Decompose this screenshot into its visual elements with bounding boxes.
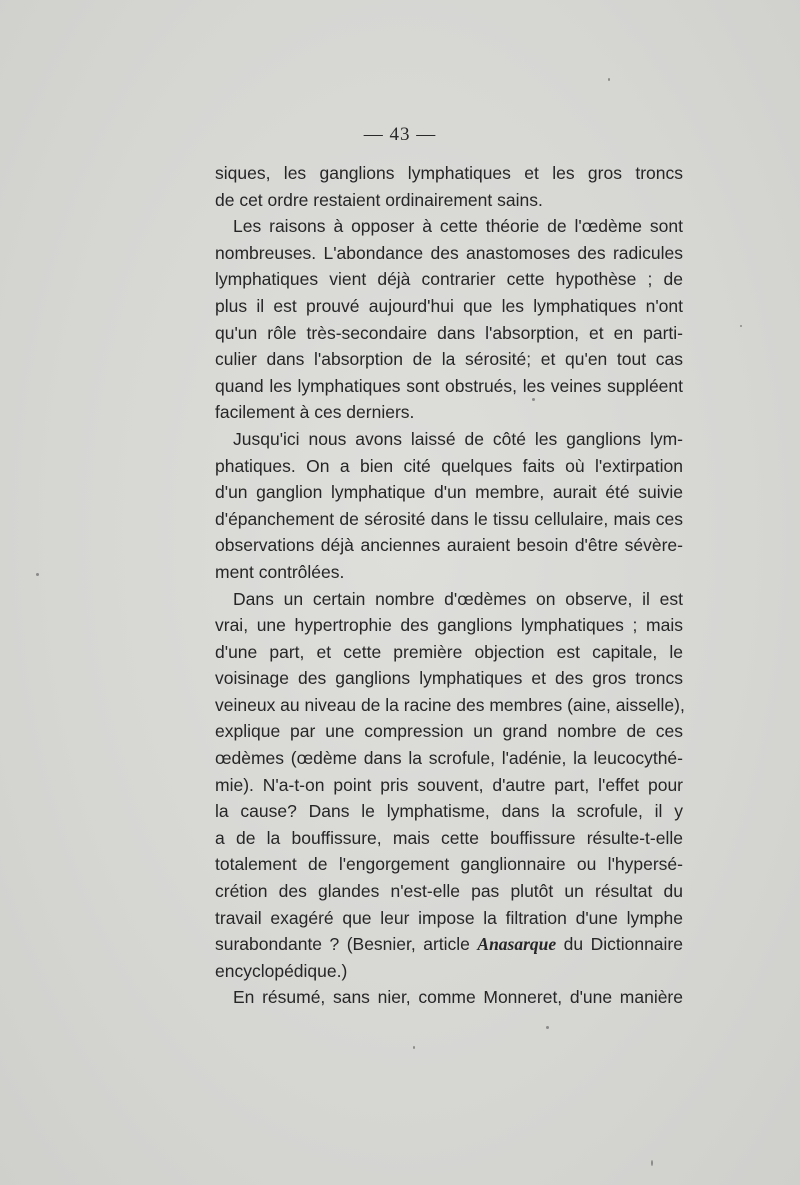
text-line: vrai, une hypertrophie des ganglions lymphatiques ; mais bbox=[215, 615, 683, 636]
text-line: mie). N'a-t-on point pris souvent, d'autre part, l'effet pour bbox=[215, 774, 683, 795]
text-line: Jusqu'ici nous avons laissé de côté les ganglions lym- bbox=[233, 428, 683, 449]
body-text bbox=[215, 160, 683, 1011]
text-line: phatiques. On a bien cité quelques faits où l'extirpation bbox=[215, 455, 683, 476]
text-line: siques, les ganglions lymphatiques et les gros troncs bbox=[215, 163, 683, 183]
text-line: totalement de l'engorgement ganglionnaire ou l'hypersé- bbox=[215, 854, 683, 875]
text-line: d'une part, et cette première objection est capitale, le bbox=[215, 641, 683, 662]
text-line: la cause? Dans le lymphatisme, dans la scrofule, il y bbox=[215, 801, 683, 822]
text-line: veineux au niveau de la racine des membres (aine, aisselle), bbox=[215, 694, 685, 715]
text-line: travail exagéré que leur impose la filtration d'une lymphe bbox=[215, 907, 683, 928]
text-line: observations déjà anciennes auraient besoin d'être sévère- bbox=[215, 535, 683, 556]
paper-speck bbox=[546, 1026, 549, 1029]
text-line: d'épanchement de sérosité dans le tissu cellulaire, mais ces bbox=[215, 508, 683, 529]
paper-speck bbox=[740, 325, 742, 327]
text-line: En résumé, sans nier, comme Monneret, d'une manière bbox=[233, 987, 683, 1008]
text-line: œdèmes (œdème dans la scrofule, l'adénie, la leucocythé- bbox=[215, 748, 683, 769]
paper-speck bbox=[532, 398, 535, 401]
paper-speck bbox=[651, 1160, 653, 1166]
italic-title: Anasarque bbox=[477, 934, 557, 955]
text-line bbox=[215, 931, 683, 958]
text-line: ment contrôlées. bbox=[215, 561, 345, 582]
text-line: culier dans l'absorption de la sérosité; et qu'en tout cas bbox=[215, 349, 683, 370]
text-line: encyclopédique.) bbox=[215, 960, 348, 981]
text-line: a de la bouffissure, mais cette bouffissure résulte-t-elle bbox=[215, 827, 683, 848]
text-line: plus il est prouvé aujourd'hui que les lymphatiques n'ont bbox=[215, 295, 683, 316]
text-line: qu'un rôle très-secondaire dans l'absorption, et en parti- bbox=[215, 322, 683, 343]
text-line: Dans un certain nombre d'œdèmes on observe, il est bbox=[233, 588, 683, 609]
page-number: — 43 — bbox=[363, 124, 437, 145]
paper-speck bbox=[608, 78, 610, 81]
paper-speck bbox=[36, 573, 39, 576]
text-line: voisinage des ganglions lymphatiques et des gros troncs bbox=[215, 668, 683, 689]
text-segment: surabondante ? (Besnier, article bbox=[215, 934, 478, 955]
text-line: facilement à ces derniers. bbox=[215, 402, 415, 423]
text-line: lymphatiques vient déjà contrarier cette hypothèse ; de bbox=[215, 269, 683, 290]
text-line: explique par une compression un grand nombre de ces bbox=[215, 721, 683, 742]
text-segment: du Dictionnaire bbox=[556, 934, 683, 955]
text-line: d'un ganglion lymphatique d'un membre, aurait été suivie bbox=[215, 482, 683, 503]
text-line: quand les lymphatiques sont obstrués, les veines suppléent bbox=[215, 375, 683, 396]
paper-speck bbox=[413, 1046, 415, 1049]
text-line: de cet ordre restaient ordinairement sains. bbox=[215, 189, 543, 210]
text-line: Les raisons à opposer à cette théorie de l'œdème sont bbox=[233, 216, 683, 237]
text-line: crétion des glandes n'est-elle pas plutôt un résultat du bbox=[215, 881, 683, 902]
text-line: nombreuses. L'abondance des anastomoses des radicules bbox=[215, 242, 683, 263]
